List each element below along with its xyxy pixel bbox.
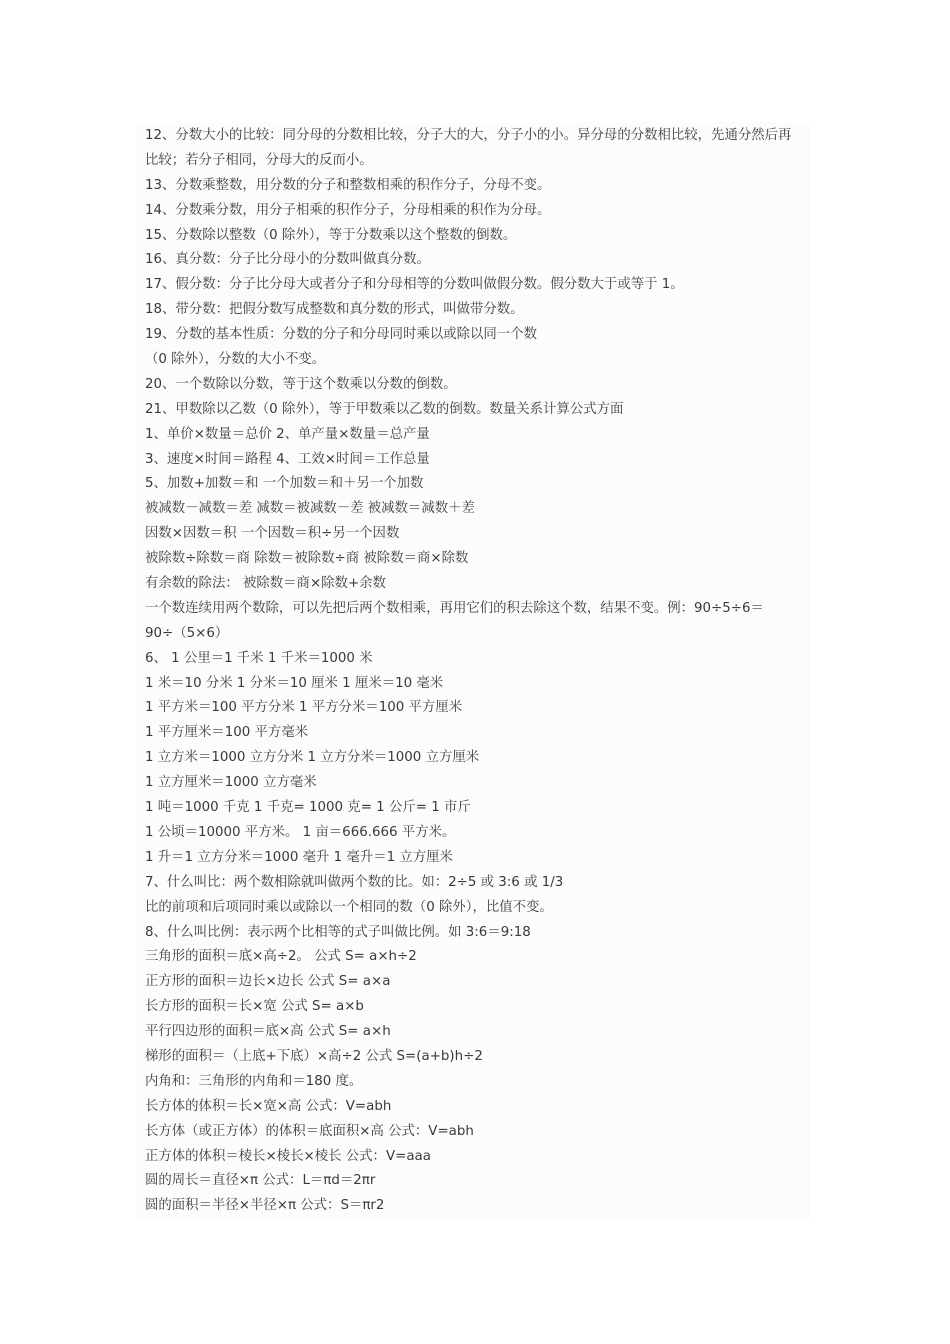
text-line: 正方形的面积＝边长×边长 公式 S= a×a <box>145 974 391 990</box>
text-line: 圆的面积＝半径×半径×π 公式：S＝πr2 <box>145 1198 385 1214</box>
text-line: （0 除外），分数的大小不变。 <box>145 352 326 368</box>
text-line: 15、分数除以整数（0 除外），等于分数乘以这个整数的倒数。 <box>145 227 517 243</box>
text-line: 12、分数大小的比较：同分母的分数相比较，分子大的大，分子小的小。异分母的分数相比较，先通分然后再 <box>145 128 792 143</box>
text-line: 长方形的面积＝长×宽 公式 S= a×b <box>145 999 364 1015</box>
text-line: 1 米＝10 分米 1 分米＝10 厘米 1 厘米＝10 毫米 <box>145 675 444 691</box>
text-line: 1 公顷＝10000 平方米。 1 亩＝666.666 平方米。 <box>145 824 456 840</box>
text-line: 长方体（或正方体）的体积＝底面积×高 公式：V=abh <box>145 1123 474 1139</box>
text-line: 5、加数+加数＝和 一个加数＝和＋另一个加数 <box>145 476 424 492</box>
text-line: 圆的周长＝直径×π 公式：L＝πd＝2πr <box>145 1173 376 1189</box>
text-line: 1 平方厘米＝100 平方毫米 <box>145 725 309 741</box>
text-line: 平行四边形的面积＝底×高 公式 S= a×h <box>145 1024 391 1040</box>
text-line: 13、分数乘整数，用分数的分子和整数相乘的积作分子，分母不变。 <box>145 177 551 193</box>
text-line: 1 平方米＝100 平方分米 1 平方分米＝100 平方厘米 <box>145 700 463 716</box>
text-line: 1 立方厘米＝1000 立方毫米 <box>145 775 317 791</box>
text-line: 被减数－减数＝差 减数＝被减数－差 被减数＝减数＋差 <box>145 501 475 517</box>
text-line: 3、速度×时间＝路程 4、工效×时间＝工作总量 <box>145 451 430 467</box>
text-line: 因数×因数＝积 一个因数＝积÷另一个因数 <box>145 526 400 542</box>
text-line: 1 吨＝1000 千克 1 千克= 1000 克= 1 公斤= 1 市斤 <box>145 800 471 816</box>
text-line: 19、分数的基本性质：分数的分子和分母同时乘以或除以同一个数 <box>145 327 537 343</box>
text-line: 梯形的面积＝（上底+下底）×高÷2 公式 S=(a+b)h÷2 <box>145 1048 483 1064</box>
text-line: 正方体的体积＝棱长×棱长×棱长 公式：V=aaa <box>145 1148 431 1164</box>
text-line: 6、 1 公里＝1 千米 1 千米＝1000 米 <box>145 650 373 666</box>
text-line: 长方体的体积＝长×宽×高 公式：V=abh <box>145 1098 392 1114</box>
text-line: 比的前项和后项同时乘以或除以一个相同的数（0 除外），比值不变。 <box>145 899 553 915</box>
text-line: 内角和：三角形的内角和＝180 度。 <box>145 1073 363 1089</box>
text-line: 7、什么叫比：两个数相除就叫做两个数的比。如：2÷5 或 3:6 或 1/3 <box>145 874 564 890</box>
text-line: 1 升＝1 立方分米＝1000 毫升 1 毫升＝1 立方厘米 <box>145 849 453 865</box>
text-line: 8、什么叫比例：表示两个比相等的式子叫做比例。如 3:6＝9:18 <box>145 924 531 940</box>
text-line: 90÷（5×6） <box>145 625 229 641</box>
text-line: 1 立方米＝1000 立方分米 1 立方分米＝1000 立方厘米 <box>145 750 480 766</box>
text-line: 18、带分数：把假分数写成整数和真分数的形式，叫做带分数。 <box>145 302 524 318</box>
text-line: 1、单价×数量＝总价 2、单产量×数量＝总产量 <box>145 426 430 442</box>
text-line: 14、分数乘分数，用分子相乘的积作分子，分母相乘的积作为分母。 <box>145 202 551 218</box>
text-line: 比较；若分子相同，分母大的反而小。 <box>145 152 373 168</box>
text-block <box>145 124 810 1219</box>
text-line: 21、甲数除以乙数（0 除外），等于甲数乘以乙数的倒数。数量关系计算公式方面 <box>145 401 624 417</box>
text-line: 20、一个数除以分数，等于这个数乘以分数的倒数。 <box>145 376 457 392</box>
text-line: 有余数的除法： 被除数＝商×除数+余数 <box>145 576 386 592</box>
text-line: 16、真分数：分子比分母小的分数叫做真分数。 <box>145 252 430 268</box>
text-line: 一个数连续用两个数除，可以先把后两个数相乘，再用它们的积去除这个数，结果不变。例：90÷5÷6＝ <box>145 600 764 616</box>
text-line: 17、假分数：分子比分母大或者分子和分母相等的分数叫做假分数。假分数大于或等于 1。 <box>145 277 684 293</box>
text-line: 三角形的面积＝底×高÷2。 公式 S= a×h÷2 <box>145 949 417 965</box>
text-line: 被除数÷除数＝商 除数＝被除数÷商 被除数＝商×除数 <box>145 551 469 567</box>
